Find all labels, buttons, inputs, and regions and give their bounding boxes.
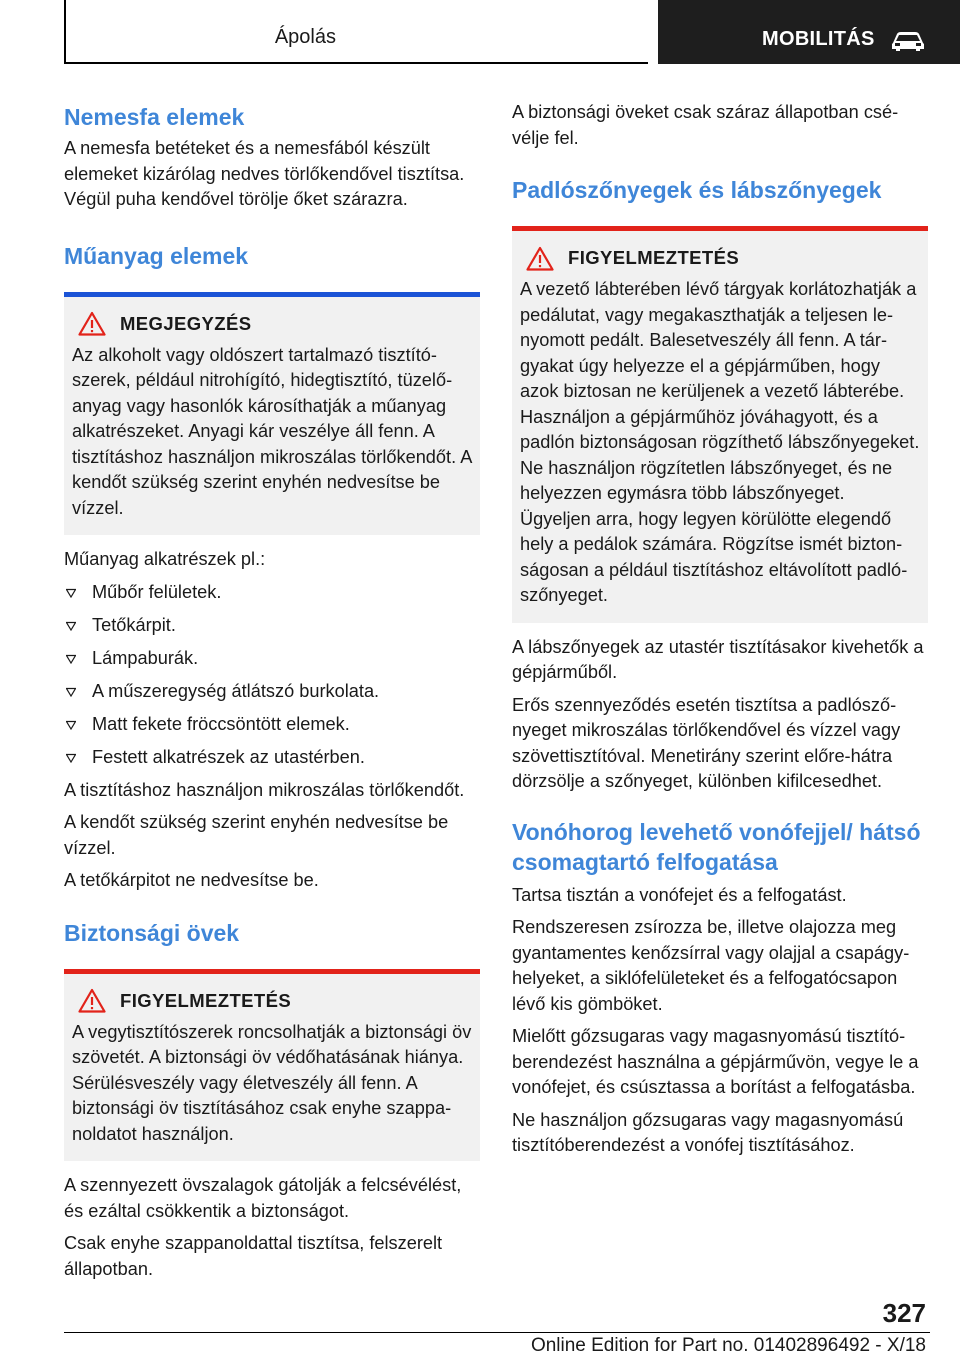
paragraph: Ne használjon gőzsugaras vagy magasnyomású tisztítóberendezést a vonófej tisztításához. xyxy=(512,1109,904,1155)
header-chapter-tab xyxy=(658,0,960,64)
warning-icon xyxy=(78,311,106,336)
header-section-title: Ápolás xyxy=(274,26,336,48)
note-title: FIGYELMEZTETÉS xyxy=(568,247,740,268)
warning-box xyxy=(64,969,480,1162)
list-item: A műszeregység átlátszó burkolata. xyxy=(64,679,480,705)
paragraph: A kendőt szükség szerint enyhén nedvesítse be vízzel. xyxy=(64,812,449,858)
paragraph: Rendszeresen zsírozza be, illetve olajozza meg gyantamentes kenőzsírral vagy olajjal a csapágyhelyeket, a siklófelületeket és a felfogatócsapon lévő kis gömböket. xyxy=(512,917,910,1014)
heading-vonohorog: Vonóhorog levehető vonófejjel/ hátsó csomagtartó felfogatása xyxy=(512,818,921,875)
paragraph: A lábszőnyegek az utastér tisztításakor kivehetők a gépjárműből. xyxy=(512,636,924,682)
note-text: A vezető lábterében lévő tárgyak korlátozhatják a pedálutat, vagy megakaszthatják a teljesen lenyomott pedált. Balesetveszély áll fenn. A tárgyakat úgy helyezze el a gépjárműben, hogy azok biztosan ne kerüljenek a vezető lábterébe. Használjon a gépjárműhöz jóváhagyott, és a padlón biztonságosan rögzíthető lábszőnyegeket. Ne használjon rögzítetlen lábszőnyeget, és ne helyezzen egymásra több lábszőnyeget. Ügyeljen arra, hogy legyen körülötte elegendő hely a pedálok számára. Rögzítse ismét biztonságosan a például tisztításhoz eltávolított padlószőnyeget. xyxy=(520,279,920,605)
list-item: Festett alkatrészek az utastérben. xyxy=(64,745,480,771)
note-text: Az alkoholt vagy oldószert tartalmazó tisztítószerek, például nitrohígító, hidegtisztító, tüzelőanyag vagy hasonlók károsíthatják a műanyag alkatrészeket. Anyagi kár veszélye áll fenn. A tisztításhoz használjon mikroszálas törlőkendőt. A kendőt szükség szerint enyhén nedvesítse be vízzel. xyxy=(72,344,472,518)
heading-biztonsagi-ovek: Biztonsági övek xyxy=(64,919,240,946)
triangle-bullet-icon xyxy=(66,654,76,664)
paragraph: Tartsa tisztán a vonófejet és a felfogatást. xyxy=(512,884,847,905)
triangle-bullet-icon xyxy=(66,753,76,763)
list-item: Tetőkárpit. xyxy=(64,613,480,639)
triangle-bullet-icon xyxy=(66,720,76,730)
note-title: MEGJEGYZÉS xyxy=(120,312,252,334)
paragraph: Mielőtt gőzsugaras vagy magasnyomású tisztítóberendezést használna a gépjárművön, vegye le a vonófejet, és csúsztassa a borítást a felfogatásba. xyxy=(512,1026,919,1097)
note-text: A vegytisztítószerek roncsolhatják a biztonsági öv szövetét. A biztonsági öv védőhatásának hiánya. Sérülésveszély vagy életveszély áll fenn. A biztonsági öv tisztításához csak enyhe szappanoldatot használjon. xyxy=(72,1021,472,1144)
footer-edition: Online Edition for Part no. 01402896492 - X/18 xyxy=(530,1335,926,1356)
list-item: Műbőr felületek. xyxy=(64,580,480,606)
footer-divider xyxy=(64,1332,930,1333)
left-column xyxy=(64,100,480,1282)
list-item: Matt fekete fröccsöntött elemek. xyxy=(64,712,480,738)
paragraph: A tetőkárpitot ne nedvesítse be. xyxy=(64,870,319,890)
heading-padloszonyegek: Padlószőnyegek és lábszőnyegek xyxy=(512,177,882,203)
paragraph: A szennyezett övszalagok gátolják a felcsévélést, és ezáltal csökkentik a biztonságot. xyxy=(64,1175,462,1221)
paragraph: Erős szennyeződés esetén tisztítsa a padlószőnyeget mikroszálas törlőkendővel és vízzel vagy szövettisztítóval. Menetirány szerint előre-hátra dörzsölje a szőnyeget, különben kifilcesedhet. xyxy=(512,694,901,791)
header-section-tab xyxy=(64,0,648,64)
warning-box xyxy=(512,226,928,623)
note-box xyxy=(64,292,480,536)
paragraph: A tisztításhoz használjon mikroszálas törlőkendőt. xyxy=(64,779,465,800)
paragraph: A nemesfa betéteket és a nemesfából készült elemeket kizárólag nedves törlőkendővel tisztítsa. Végül puha kendővel törölje őket szárazra. xyxy=(64,138,465,209)
warning-icon xyxy=(526,246,554,271)
list-item: Lámpaburák. xyxy=(64,646,480,672)
triangle-bullet-icon xyxy=(66,588,76,598)
note-header xyxy=(72,309,472,339)
car-icon xyxy=(890,30,926,52)
note-title: FIGYELMEZTETÉS xyxy=(120,989,292,1011)
paragraph: A biztonsági öveket csak száraz állapotban csévélje fel. xyxy=(512,102,899,148)
note-header xyxy=(520,243,920,273)
warning-icon xyxy=(78,988,106,1013)
bullet-list xyxy=(64,580,480,771)
triangle-bullet-icon xyxy=(66,687,76,697)
note-header xyxy=(72,986,472,1016)
paragraph: Műanyag alkatrészek pl.: xyxy=(64,549,266,569)
page-number: 327 xyxy=(882,1298,926,1328)
paragraph: Csak enyhe szappanoldattal tisztítsa, felszerelt állapotban. xyxy=(64,1233,443,1279)
heading-muanyag: Műanyag elemek xyxy=(64,242,249,269)
right-column xyxy=(512,100,928,1159)
header-chapter-title: MOBILITÁS xyxy=(762,28,875,50)
triangle-bullet-icon xyxy=(66,621,76,631)
heading-nemesfa: Nemesfa elemek xyxy=(64,104,245,130)
